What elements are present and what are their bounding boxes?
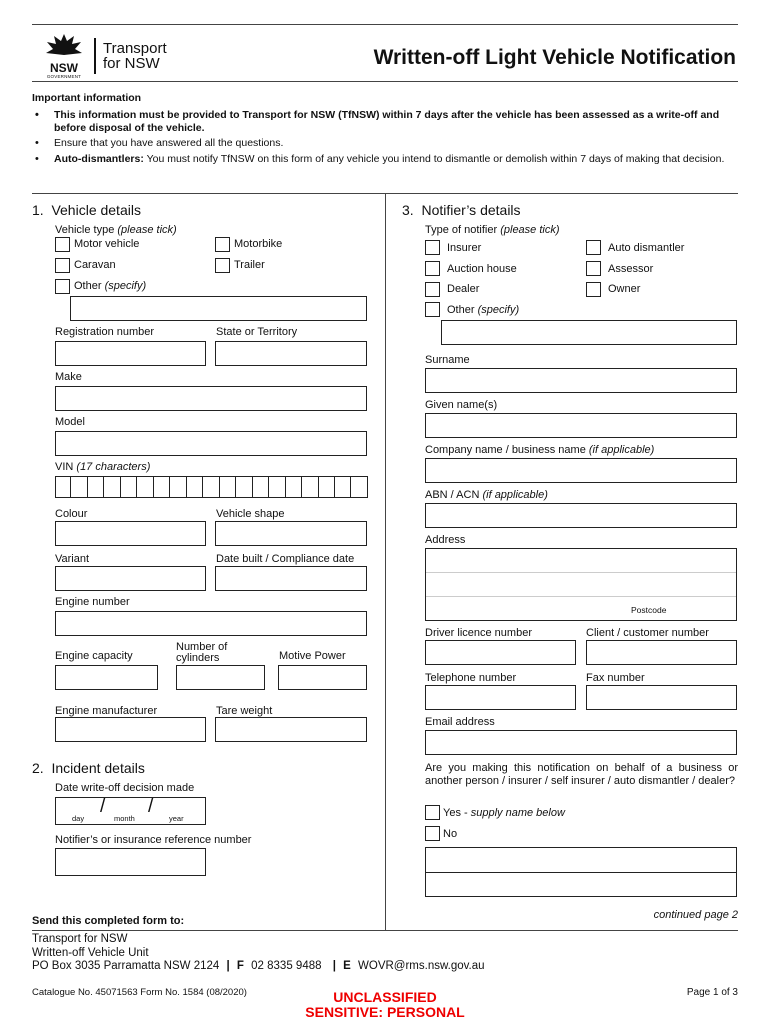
- info-bullet-1: • This information must be provided to Transport for NSW (TfNSW) within 7 days after the vehicle has been assessed as a write-off and before disposal of the vehicle.: [32, 109, 734, 134]
- vehicle-shape-label: Vehicle shape: [216, 508, 285, 520]
- auto-dismantler-checkbox[interactable]: [586, 240, 601, 255]
- email-label: Email address: [425, 716, 495, 728]
- variant-field[interactable]: [55, 566, 206, 591]
- vin-field[interactable]: [55, 476, 368, 498]
- info-bullet-3: [32, 153, 734, 166]
- make-field[interactable]: [55, 386, 367, 411]
- tare-weight-field[interactable]: [215, 717, 367, 742]
- nsw-text: NSW: [50, 61, 78, 75]
- column-divider: [385, 193, 386, 931]
- vin-label: VIN (17 characters): [55, 461, 151, 473]
- trailer-checkbox[interactable]: [215, 258, 230, 273]
- motive-power-label: Motive Power: [279, 650, 346, 662]
- company-name-field[interactable]: [425, 458, 737, 483]
- vin-cell[interactable]: [236, 476, 252, 498]
- date-built-label: Date built / Compliance date: [216, 553, 355, 565]
- behalf-name-divider: [426, 872, 736, 873]
- date-slash-2: /: [148, 796, 154, 817]
- tare-weight-label: Tare weight: [216, 705, 273, 717]
- notifier-other-label: Other (specify): [447, 304, 520, 316]
- vehicle-details-heading: 1. Vehicle details: [32, 202, 141, 218]
- vin-cell[interactable]: [55, 476, 71, 498]
- owner-checkbox[interactable]: [586, 282, 601, 297]
- classification-marking: [285, 990, 485, 1020]
- vehicle-other-checkbox[interactable]: [55, 279, 70, 294]
- auto-dismantler-label: Auto dismantler: [608, 242, 685, 254]
- email-value: WOVR@rms.nsw.gov.au: [358, 960, 485, 972]
- catalogue-number: Catalogue No. 45071563 Form No. 1584 (08/2020): [32, 987, 247, 998]
- waratah-icon: [44, 33, 84, 57]
- vin-cell[interactable]: [269, 476, 285, 498]
- trailer-label: Trailer: [234, 259, 265, 271]
- engine-capacity-field[interactable]: [55, 665, 158, 690]
- day-hint: day: [72, 814, 85, 823]
- assessor-label: Assessor: [608, 263, 654, 275]
- given-names-label: Given name(s): [425, 399, 498, 411]
- engine-manufacturer-field[interactable]: [55, 717, 206, 742]
- fax-field[interactable]: [586, 685, 737, 710]
- behalf-no-checkbox[interactable]: [425, 826, 440, 841]
- insurer-label: Insurer: [447, 242, 482, 254]
- behalf-yes-checkbox[interactable]: [425, 805, 440, 820]
- registration-field[interactable]: [55, 341, 206, 366]
- cylinders-label: Number of cylinders: [176, 641, 228, 664]
- header-rule: [32, 81, 738, 82]
- fax-value: 02 8335 9488: [251, 960, 322, 972]
- cylinders-field[interactable]: [176, 665, 265, 690]
- colour-label: Colour: [55, 508, 88, 520]
- info-list: [32, 109, 734, 168]
- page-number: Page 1 of 3: [686, 987, 738, 998]
- caravan-label: Caravan: [74, 259, 116, 271]
- auto-dismantlers-text: You must notify TfNSW on this form of any vehicle you intend to dismantle or demolish within 7 days of making that decision.: [143, 152, 725, 165]
- motor-vehicle-checkbox[interactable]: [55, 237, 70, 252]
- transport-for-nsw: [103, 41, 167, 71]
- engine-number-field[interactable]: [55, 611, 367, 636]
- address-label: Address: [425, 534, 466, 546]
- colour-field[interactable]: [55, 521, 206, 546]
- assessor-checkbox[interactable]: [586, 261, 601, 276]
- variant-label: Variant: [55, 553, 90, 565]
- address-unit: Written-off Vehicle Unit: [32, 946, 149, 959]
- incident-details-heading: 2. Incident details: [32, 760, 145, 776]
- vin-cell[interactable]: [220, 476, 236, 498]
- page-title: Written-off Light Vehicle Notification: [373, 46, 736, 69]
- registration-label: Registration number: [55, 326, 155, 338]
- auction-house-checkbox[interactable]: [425, 261, 440, 276]
- vin-cell[interactable]: [335, 476, 351, 498]
- address-line-1: [426, 572, 736, 573]
- notifier-other-checkbox[interactable]: [425, 302, 440, 317]
- fax-letter: F: [236, 960, 244, 972]
- vin-cell[interactable]: [286, 476, 302, 498]
- postcode-label: Postcode: [631, 605, 667, 615]
- client-number-label: Client / customer number: [586, 627, 709, 639]
- motor-vehicle-label: Motor vehicle: [74, 238, 140, 250]
- motorbike-checkbox[interactable]: [215, 237, 230, 252]
- company-name-label: Company name / business name (if applicable): [425, 444, 655, 456]
- footer-rule: [32, 930, 738, 931]
- date-built-field[interactable]: [215, 566, 367, 591]
- return-address: [32, 933, 485, 974]
- engine-capacity-label: Engine capacity: [55, 650, 133, 662]
- separator-2: |: [332, 960, 336, 972]
- vin-cell[interactable]: [104, 476, 120, 498]
- reference-field[interactable]: [55, 848, 206, 876]
- auto-dismantlers-label: Auto-dismantlers:: [54, 152, 144, 165]
- telephone-label: Telephone number: [425, 672, 517, 684]
- behalf-no-label: No: [443, 828, 458, 840]
- make-label: Make: [55, 371, 82, 383]
- caravan-checkbox[interactable]: [55, 258, 70, 273]
- email-field[interactable]: [425, 730, 737, 755]
- fax-label: Fax number: [586, 672, 645, 684]
- telephone-field[interactable]: [425, 685, 576, 710]
- vehicle-other-field[interactable]: [70, 296, 367, 321]
- vin-cell[interactable]: [170, 476, 186, 498]
- address-field[interactable]: [425, 548, 737, 621]
- auction-house-label: Auction house: [447, 263, 517, 275]
- driver-licence-field[interactable]: [425, 640, 576, 665]
- model-label: Model: [55, 416, 85, 428]
- month-hint: month: [114, 814, 135, 823]
- date-slash-1: /: [100, 796, 106, 817]
- org-line-1: Transport: [103, 40, 167, 57]
- motive-power-field[interactable]: [278, 665, 367, 690]
- continued-label: continued page 2: [653, 909, 738, 921]
- reference-label: Notifier’s or insurance reference number: [55, 834, 252, 846]
- vin-cell[interactable]: [187, 476, 203, 498]
- address-org: Transport for NSW: [32, 933, 128, 945]
- model-field[interactable]: [55, 431, 367, 456]
- client-number-field[interactable]: [586, 640, 737, 665]
- vin-cell[interactable]: [71, 476, 87, 498]
- vin-cell[interactable]: [253, 476, 269, 498]
- vin-cell[interactable]: [302, 476, 318, 498]
- vehicle-other-label: Other (specify): [74, 280, 147, 292]
- separator-1: |: [226, 960, 230, 972]
- insurer-checkbox[interactable]: [425, 240, 440, 255]
- decision-date-field[interactable]: [55, 797, 206, 825]
- surname-label: Surname: [425, 354, 470, 366]
- decision-date-label: Date write-off decision made: [55, 782, 195, 794]
- state-field[interactable]: [215, 341, 367, 366]
- abn-acn-label: ABN / ACN (if applicable): [425, 489, 548, 501]
- vin-cell[interactable]: [203, 476, 219, 498]
- vin-cell[interactable]: [351, 476, 367, 498]
- address-po-line: PO Box 3035 Parramatta NSW 2124 | F 02 8335 9488 | E WOVR@rms.nsw.gov.au: [32, 960, 485, 972]
- abn-acn-field[interactable]: [425, 503, 737, 528]
- engine-manufacturer-label: Engine manufacturer: [55, 705, 158, 717]
- notifier-details-heading: 3. Notifier’s details: [402, 202, 521, 218]
- state-label: State or Territory: [216, 326, 298, 338]
- given-names-field[interactable]: [425, 413, 737, 438]
- send-to-heading: Send this completed form to:: [32, 915, 185, 927]
- surname-field[interactable]: [425, 368, 737, 393]
- nsw-logo: [44, 33, 84, 79]
- owner-label: Owner: [608, 283, 641, 295]
- motorbike-label: Motorbike: [234, 238, 283, 250]
- vin-cell[interactable]: [137, 476, 153, 498]
- address-line-2: [426, 596, 736, 597]
- vehicle-shape-field[interactable]: [215, 521, 367, 546]
- email-letter: E: [343, 960, 351, 972]
- behalf-yes-label: Yes - supply name below: [443, 807, 565, 819]
- notifier-other-field[interactable]: [441, 320, 737, 345]
- info-bullet-2: • Ensure that you have answered all the questions.: [32, 137, 734, 150]
- vehicle-type-label: Vehicle type (please tick): [55, 224, 177, 236]
- driver-licence-label: Driver licence number: [425, 627, 532, 639]
- behalf-question: Are you making this notification on behalf of a business or another person / insurer / self insurer / auto dismantler / dealer?: [425, 762, 738, 787]
- info-heading: Important information: [32, 92, 142, 104]
- classification-line-2: SENSITIVE: PERSONAL: [305, 1004, 465, 1020]
- behalf-name-field[interactable]: [425, 847, 737, 897]
- notifier-type-label: Type of notifier (please tick): [425, 224, 560, 236]
- dealer-label: Dealer: [447, 283, 480, 295]
- year-hint: year: [169, 814, 184, 823]
- vin-cell[interactable]: [121, 476, 137, 498]
- top-rule: [32, 24, 738, 25]
- logo-divider: [94, 38, 96, 74]
- vin-cell[interactable]: [88, 476, 104, 498]
- vin-cell[interactable]: [154, 476, 170, 498]
- government-text: GOVERNMENT: [46, 74, 82, 79]
- classification-line-1: UNCLASSIFIED: [333, 989, 437, 1005]
- vin-cell[interactable]: [319, 476, 335, 498]
- dealer-checkbox[interactable]: [425, 282, 440, 297]
- org-line-2: for NSW: [103, 55, 160, 72]
- engine-number-label: Engine number: [55, 596, 130, 608]
